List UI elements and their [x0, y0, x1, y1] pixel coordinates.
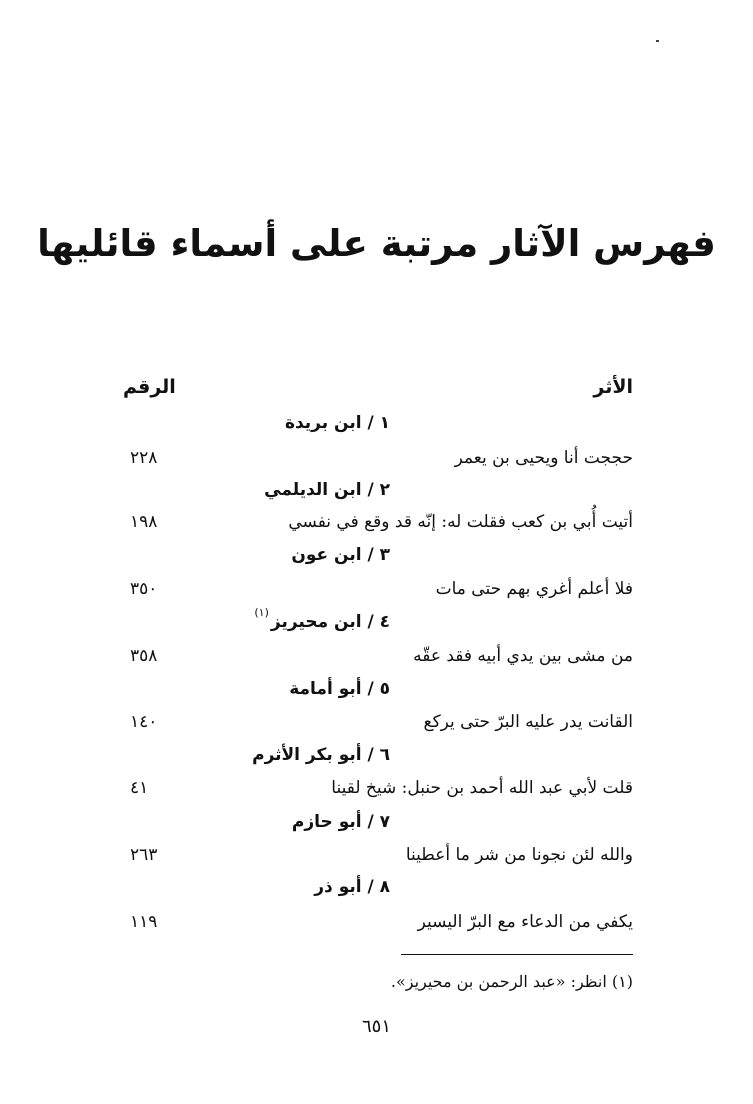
column-header-athar: الأثر [593, 376, 633, 398]
athar-text: أتيت أُبي بن كعب فقلت له: إنّه قد وقع في نفسي [288, 512, 633, 532]
athar-number: ٣٥٨ [130, 646, 158, 666]
athar-number: ٤١ [130, 778, 149, 798]
athar-text: القانت يدر عليه البرّ حتى يركع [423, 712, 633, 732]
narrator-heading: ٤ / ابن محيريز$^{(١)}$ [254, 606, 390, 632]
athar-text: من مشى بين يدي أبيه فقد عقّه [413, 646, 633, 666]
narrator-heading: ٣ / ابن عون [291, 545, 390, 565]
page-title: فهرس الآثار مرتبة على أسماء قائليها [37, 222, 716, 265]
column-header-number: الرقم [123, 376, 176, 398]
scan-speck [656, 40, 659, 42]
athar-number: ٣٥٠ [130, 579, 158, 599]
athar-text: والله لئن نجونا من شر ما أعطينا [405, 845, 633, 865]
footnote-divider [401, 954, 633, 955]
athar-text: فلا أعلم أغري بهم حتى مات [435, 579, 633, 599]
athar-text: يكفي من الدعاء مع البرّ اليسير [417, 912, 633, 932]
footnote: (١) انظر: «عبد الرحمن بن محيريز». [390, 972, 633, 991]
athar-number: ٢٦٣ [130, 845, 158, 865]
narrator-heading: ١ / ابن بريدة [284, 413, 390, 433]
footnote-marker: (١) [254, 606, 269, 619]
narrator-heading: ٦ / أبو بكر الأثرم [252, 745, 390, 765]
athar-number: ١٩٨ [130, 512, 158, 532]
page-number: ٦٥١ [361, 1016, 391, 1037]
athar-text: حججت أنا ويحيى بن يعمر [454, 448, 633, 468]
athar-text: قلت لأبي عبد الله أحمد بن حنبل: شيخ لقينا [331, 778, 633, 798]
narrator-heading: ٥ / أبو أمامة [289, 679, 390, 699]
narrator-heading: ٢ / ابن الديلمي [264, 480, 390, 500]
athar-number: ١٤٠ [130, 712, 158, 732]
narrator-heading: ٨ / أبو ذر [314, 877, 390, 897]
narrator-heading: ٧ / أبو حازم [291, 812, 390, 832]
athar-number: ٢٢٨ [130, 448, 158, 468]
athar-number: ١١٩ [130, 912, 158, 932]
